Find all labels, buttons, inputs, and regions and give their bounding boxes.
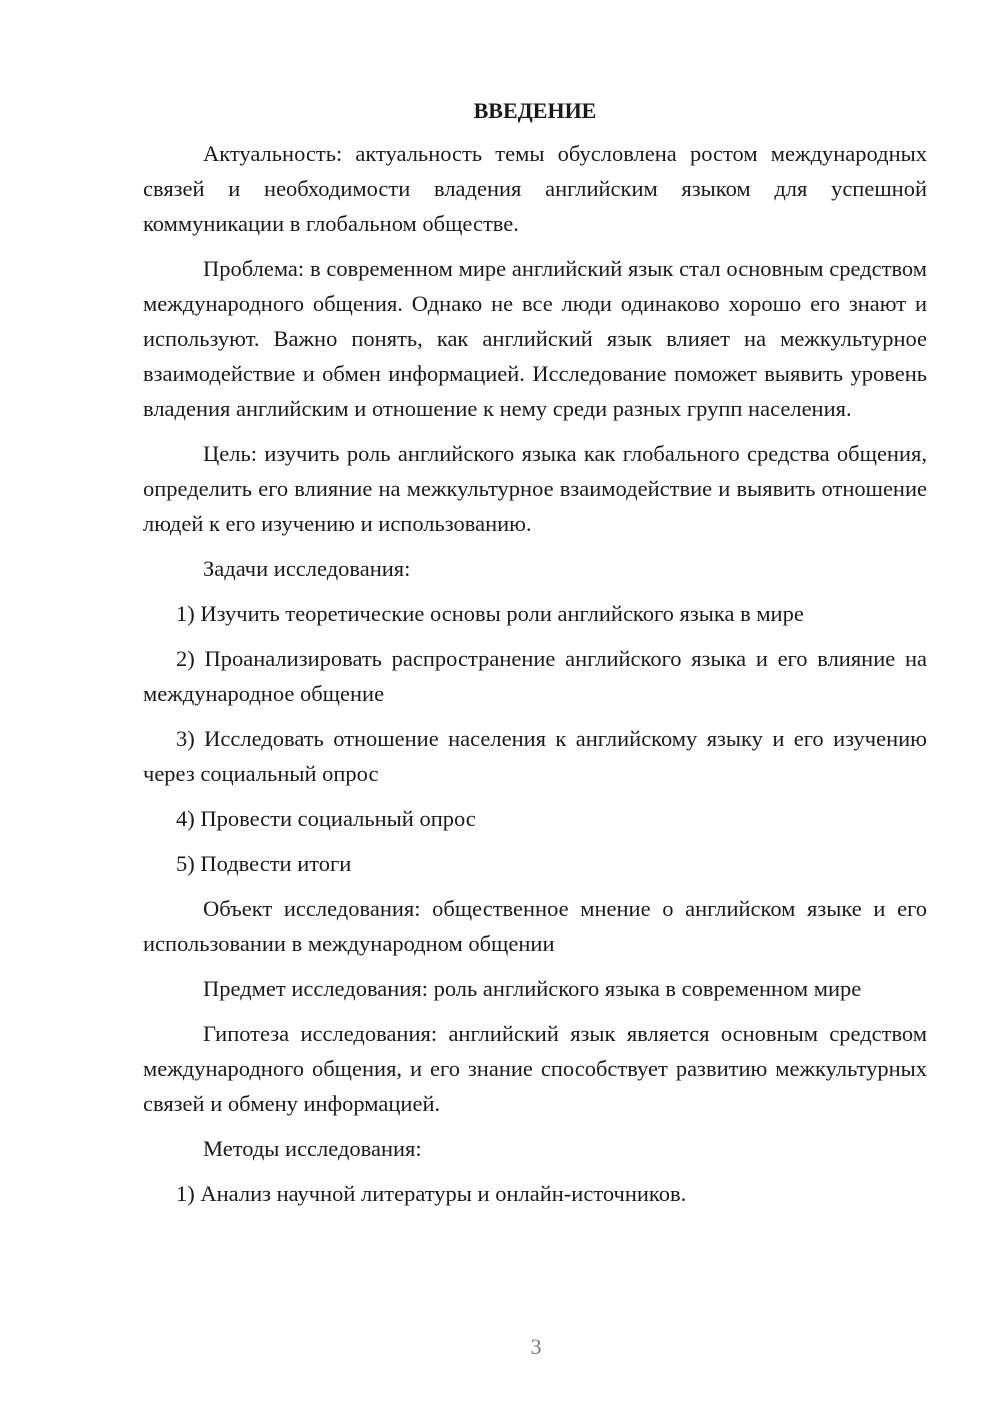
task-item: 1) Изучить теоретические основы роли английского языка в мире <box>176 601 804 626</box>
page-number: 3 <box>530 1334 542 1359</box>
methods-heading: Методы исследования: <box>203 1136 422 1161</box>
goal-paragraph: Цель: изучить роль английского языка как глобального средства общения, определить его влияние на межкультурное взаимодействие и выявить отношение людей к его изучению и использованию. <box>143 441 927 536</box>
task-item: 3) Исследовать отношение населения к английскому языку и его изучению через социальный опрос <box>143 726 927 786</box>
hypothesis-paragraph: Гипотеза исследования: английский язык является основным средством международного общения, и его знание способствует развитию межкультурных связей и обмену информацией. <box>143 1021 927 1116</box>
method-item: 1) Анализ научной литературы и онлайн-источников. <box>176 1181 687 1206</box>
task-item: 2) Проанализировать распространение английского языка и его влияние на международное общение <box>143 646 927 706</box>
section-title: ВВЕДЕНИЕ <box>473 98 597 123</box>
tasks-heading: Задачи исследования: <box>203 556 411 581</box>
relevance-paragraph: Актуальность: актуальность темы обусловлена ростом международных связей и необходимости владения английским языком для успешной коммуникации в глобальном обществе. <box>143 141 927 236</box>
task-item: 5) Подвести итоги <box>176 851 352 876</box>
problem-paragraph: Проблема: в современном мире английский язык стал основным средством международного общения. Однако не все люди одинаково хорошо его знают и используют. Важно понять, как английский язык влияет на межкультурное взаимодействие и обмен информацией. Исследование поможет выявить уровень владения английским и отношение к нему среди разных групп населения. <box>143 256 927 421</box>
subject-paragraph: Предмет исследования: роль английского языка в современном мире <box>203 976 862 1001</box>
page-content <box>143 92 927 1221</box>
object-paragraph: Объект исследования: общественное мнение о английском языке и его использовании в международном общении <box>143 896 927 956</box>
task-item: 4) Провести социальный опрос <box>176 806 476 831</box>
